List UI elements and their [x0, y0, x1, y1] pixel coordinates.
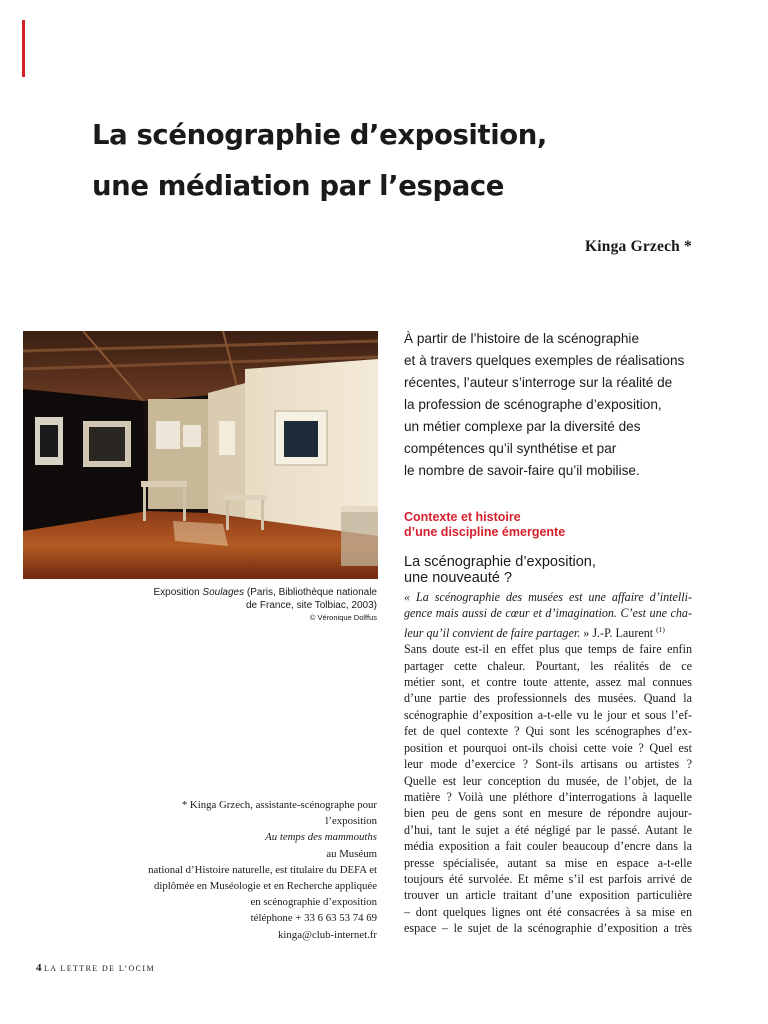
body-line: bien peu de gens sont en mesure de répondre aujour- — [404, 806, 692, 821]
body-column — [404, 589, 692, 937]
footnote-line: en scénographie d’exposition — [250, 896, 377, 909]
page-footer — [36, 962, 155, 974]
footnote-line — [90, 813, 377, 862]
body-line: trouver un article traitant d’une exposition particulière — [404, 888, 692, 903]
lede-line: et à travers quelques exemples de réalisations — [404, 353, 685, 368]
caption-line-1 — [154, 587, 378, 598]
article-title — [92, 110, 712, 212]
author-byline: Kinga Grzech * — [585, 238, 692, 255]
body-line: métier sont, et contre toute attente, assez mal connues — [404, 675, 692, 690]
body-line: position et pourquoi ont-ils choisi cette voie ? Quel est — [404, 740, 692, 755]
body-line: média exposition a fait couler beaucoup d’encre dans la — [404, 839, 692, 854]
quote-line: « La scénographie des musées est une affaire d’intelli- — [404, 590, 692, 604]
body-line: presse spécialisée, autant sa mise en espace a-t-elle — [404, 855, 692, 870]
exhibition-title: Au temps des mammouths — [265, 831, 377, 844]
caption-suffix: (Paris, Bibliothèque nationale — [244, 587, 377, 598]
lede-line: À partir de l’histoire de la scénographie — [404, 331, 640, 346]
lede-line: compétences qu’il synthétise et par — [404, 441, 617, 456]
photo-credit: © Véronique Dolffus — [309, 613, 377, 622]
body-line: leur mode d’exercice ? Sont-ils artisans ou artistes ? — [404, 757, 692, 772]
body-line: scénographie d’exposition a-t-elle vu le jour et sous l’ef- — [404, 707, 692, 722]
caption-prefix: Exposition — [153, 587, 203, 598]
accent-bar — [22, 20, 25, 77]
caption-italic: Soulages — [202, 587, 245, 598]
body-line: d’une partie des professionnels des musées. Quand la — [404, 691, 692, 706]
footnote-line: national d’Histoire naturelle, est titulaire du DEFA et — [148, 863, 377, 876]
footnote-text: au Muséum — [326, 847, 377, 860]
footnote-ref: (1) — [656, 624, 665, 634]
section-heading — [404, 510, 724, 540]
caption-line-2: de France, site Tolbiac, 2003) — [245, 600, 377, 611]
subheading-line-1: La scénographie d’exposition, — [404, 554, 596, 570]
lede-line: le nombre de savoir-faire qu’il mobilise. — [404, 463, 640, 478]
body-line: matière ? Voilà une pléthore d’interrogations à laquelle — [404, 789, 692, 804]
author-footnote — [90, 797, 377, 943]
lede-line: un métier complexe par la diversité des — [404, 419, 641, 434]
section-heading-line-2: d’une discipline émergente — [404, 525, 566, 539]
body-line: d’hui, tant le sujet a été négligé par le passé. Autant le — [404, 822, 692, 837]
body-line: Quelle est leur conception du musée, de l’objet, de la — [404, 773, 692, 788]
subheading-line-2: une nouveauté ? — [404, 570, 513, 586]
quote-end: leur qu’il convient de faire partager. — [404, 625, 581, 640]
body-line: partager cette chaleur. Pourtant, les réalités de ce — [404, 658, 692, 673]
quote-attribution-line — [404, 622, 692, 641]
exhibition-photo-illustration — [23, 331, 378, 579]
author-phone: téléphone + 33 6 63 53 74 69 — [250, 912, 377, 925]
quote-attribution: » J.-P. Laurent — [580, 625, 657, 640]
photo-caption — [130, 586, 377, 623]
subheading — [404, 554, 724, 586]
section-heading-line-1: Contexte et histoire — [404, 510, 521, 524]
page-number: 4 — [36, 962, 42, 974]
publication-name: LA LETTRE DE L’OCIM — [44, 964, 155, 973]
lede-line: la profession de scénographe d’exposition, — [404, 397, 662, 412]
footnote-line: diplômée en Muséologie et en Recherche appliquée — [153, 880, 377, 893]
title-line-1: La scénographie d’exposition, — [92, 119, 547, 151]
lede-paragraph — [404, 328, 724, 482]
title-line-2: une médiation par l’espace — [92, 170, 505, 202]
body-line: Sans doute est-il en effet plus que temps de faire enfin — [404, 642, 692, 657]
footnote-text: l’exposition — [325, 815, 377, 828]
footnote-line: * Kinga Grzech, assistante-scénographe pour — [181, 799, 377, 811]
body-line: fet de quel contexte ? Qui sont les scénographes d’ex- — [404, 724, 692, 739]
exhibition-photo — [23, 331, 378, 579]
lede-line: récentes, l’auteur s’interroge sur la réalité de — [404, 375, 673, 390]
author-email: kinga@club-internet.fr — [278, 928, 377, 941]
body-line: – dont quelques lignes ont été consacrées à sa mise en — [404, 904, 692, 919]
body-line: toujours été survolée. Et même s’il est parfois arrivé de — [404, 871, 692, 886]
body-line: espace – le sujet de la scénographie d’exposition a très — [404, 921, 692, 936]
quote-line: gence mais aussi de cœur et d’imagination. C’est une cha- — [404, 606, 692, 621]
